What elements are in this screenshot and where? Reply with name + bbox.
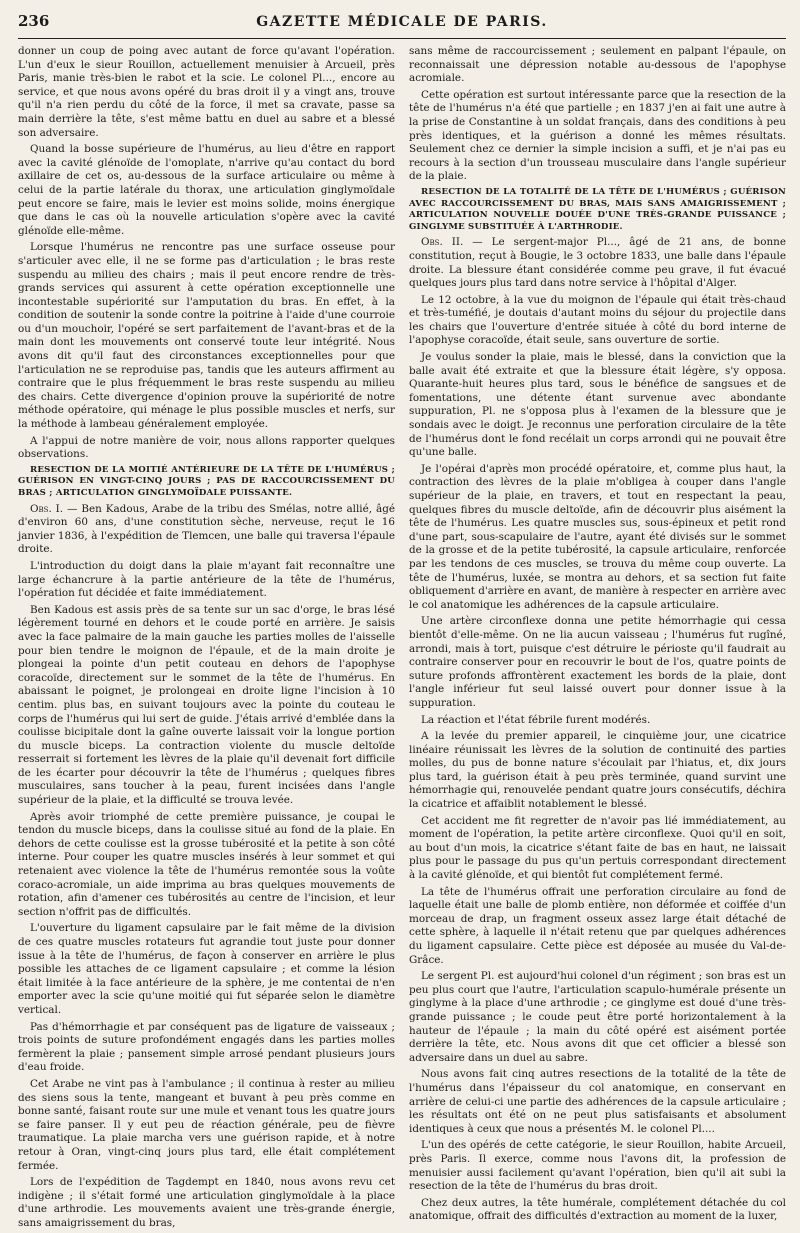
- observation-paragraph: [18, 503, 395, 557]
- paragraph: sans même de raccourcissement ; seulement en palpant l'épaule, on reconnaissait une dépression notable au-dessous de l'apophyse acromiale.: [409, 45, 786, 85]
- paragraph: Chez deux autres, la tête humérale, complétement détachée du col anatomique, offrait des difficultés d'extraction au moment de la luxer,: [409, 1196, 786, 1223]
- paragraph: Cet accident me fit regretter de n'avoir pas lié immédiatement, au moment de l'opération, la petite artère circonflexe. Quoi qu'il en soit, au bout d'un mois, la cicatrice s'étant faite de bas en haut, ne laissait plus pour le passage du pus qu'un pertuis correspondant directement à la cavité glénoïde, et qui bientôt fut complétement fermé.: [409, 814, 786, 882]
- paragraph: Une artère circonflexe donna une petite hémorrhagie qui cessa bientôt d'elle-même. On ne lia aucun vaisseau ; l'humérus fut rugîné, arrondi, mais à tort, puisque c'est détruire le périoste qu'il faudrait au contraire conserver pour en recouvrir le bout de l'os, quatre points de suture profonds affrontèrent exactement les bords de la plaie, dont l'angle inférieur fut seul laissé ouvert pour donner issue à la suppuration.: [409, 615, 786, 709]
- observation-text: — Le sergent-major Pl..., âgé de 21 ans, de bonne constitution, reçut à Bougie, le 3 octobre 1833, une balle dans l'épaule droite. La blessure étant considérée comme peu grave, il fut évacué quelques jours plus tard dans notre service à l'hôpital d'Alger.: [409, 236, 786, 290]
- paragraph: Cet Arabe ne vint pas à l'ambulance ; il continua à rester au milieu des siens sous la tente, mangeant et buvant à peu près comme en bonne santé, faisant route sur une mule et venant tous les quatre jours se faire panser. Il y eut peu de réaction générale, peu de fièvre traumatique. La plaie marcha vers une guérison rapide, et à notre retour à Oran, vingt-cinq jours plus tard, elle était complétement fermée.: [18, 1077, 395, 1172]
- paragraph: Le sergent Pl. est aujourd'hui colonel d'un régiment ; son bras est un peu plus court que l'autre, l'articulation scapulo-humérale présente un ginglyme à la place d'une arthrodie ; ce ginglyme est doué d'une très-grande puissance ; le coude peut être porté horizontalement à la hauteur de l'épaule ; la main du côté opéré est aisément portée derrière la tête, etc. Nous avons dit que cet officier a blessé son adversaire dans un duel au sabre.: [409, 970, 786, 1064]
- left-column: [18, 45, 395, 1233]
- paragraph: L'introduction du doigt dans la plaie m'ayant fait reconnaître une large échancrure à la partie antérieure de la tête de l'humérus, l'opération fut décidée et faite immédiatement.: [18, 559, 395, 600]
- observation-paragraph: [409, 236, 786, 290]
- observation-text: — Ben Kadous, Arabe de la tribu des Smélas, notre allié, âgé d'environ 60 ans, d'une constitution sèche, nerveuse, reçut le 16 janvier 1836, à l'expédition de Tlemcen, une balle qui traversa l'épaule droite.: [18, 502, 395, 556]
- paragraph: Quand la bosse supérieure de l'humérus, au lieu d'être en rapport avec la cavité glénoïde de l'omoplate, n'arrive qu'au contact du bord axillaire de cet os, au-dessous de la surface articulaire ou même à celui de la partie latérale du thorax, une articulation ginglymoïdale peut encore se faire, mais le levier est moins solide, moins énergique que dans le cas où la nouvelle articulation s'opère avec la cavité glénoïde elle-même.: [18, 143, 395, 237]
- paragraph: Je l'opérai d'après mon procédé opératoire, et, comme plus haut, la contraction des lèvres de la plaie m'obligea à couper dans l'angle supérieur de la plaie, en travers, et tout en respectant la peau, quelques fibres du muscle deltoïde, afin de découvrir plus aisément la tête de l'humérus. Les quatre muscles sus, sous-épineux et petit rond d'une part, sous-scapulaire de l'autre, ayant été divisés sur le sommet de la grosse et de la petite tubérosité, la capsule articulaire, renforcée par les tendons de ces muscles, se trouva du même coup ouverte. La tête de l'humérus, luxée, se montra au dehors, et sa section fut faite obliquement d'arrière en avant, de manière à respecter en arrière avec le col anatomique les adhérences de la capsule articulaire.: [409, 462, 786, 611]
- text-columns: [18, 45, 786, 1233]
- paragraph: Cette opération est surtout intéressante parce que la resection de la tête de l'humérus n'a été que partielle ; en 1837 j'en ai fait une autre à la prise de Constantine à un soldat français, dans des conditions à peu près identiques, et la guérison a donné les mêmes résultats. Seulement chez ce dernier la simple incision a suffi, et je n'ai pas eu recours à la section d'un trousseau musculaire dans l'angle supérieur de la plaie.: [409, 88, 786, 183]
- paragraph: Nous avons fait cinq autres resections de la totalité de la tête de l'humérus dans l'épaisseur du col anatomique, en conservant en arrière de celui-ci une partie des adhérences de la capsule articulaire ; les résultats ont été on ne peut plus satisfaisants et absolument identiques à ceux que nous a présentés M. le colonel Pl....: [409, 1068, 786, 1135]
- page-header: [18, 12, 786, 39]
- paragraph: L'ouverture du ligament capsulaire par le fait même de la division de ces quatre muscles rotateurs fut agrandie tout juste pour donner issue à la tête de l'humérus, de façon à conserver en arrière le plus possible les attaches de ce ligament capsulaire ; et comme la lésion était limitée à la face antérieure de la sphère, je me contentai de n'en emporter avec la scie qu'une moitié qui fut séparée selon le diamètre vertical.: [18, 922, 395, 1016]
- observation-label: Obs. II.: [421, 236, 464, 249]
- journal-title: GAZETTE MÉDICALE DE PARIS.: [256, 14, 548, 30]
- paragraph: donner un coup de poing avec autant de force qu'avant l'opération. L'un d'eux le sieur Rouillon, actuellement menuisier à Arcueil, près Paris, manie très-bien le rabot et la scie. Le colonel Pl..., encore au service, et que nous avons opéré du bras droit il y a vingt ans, trouve qu'il n'a rien perdu du côté de la force, il met sa cravate, passe sa main derrière la tête, s'est même battu en duel au sabre et a blessé son adversaire.: [18, 45, 395, 139]
- paragraph: Le 12 octobre, à la vue du moignon de l'épaule qui était très-chaud et très-tuméfié, je doutais d'autant moins du séjour du projectile dans les chairs que l'ouverture d'entrée située à côté du bord interne de l'apophyse coracoïde, était seule, sans ouverture de sortie.: [409, 293, 786, 347]
- observation-heading: RESECTION DE LA MOITIÉ ANTÉRIEURE DE LA TÊTE DE L'HUMÉRUS ; GUÉRISON EN VINGT-CINQ JOURS ; PAS DE RACCOURCISSEMENT DU BRAS ; ARTICULATION GINGLYMOÏDALE PUISSANTE.: [18, 464, 395, 498]
- paragraph: L'un des opérés de cette catégorie, le sieur Rouillon, habite Arcueil, près Paris. Il exerce, comme nous l'avons dit, la profession de menuisier aussi facilement qu'avant l'opération, bien qu'il ait subi la resection de la tête de l'humérus du bras droit.: [409, 1139, 786, 1193]
- paragraph: Je voulus sonder la plaie, mais le blessé, dans la conviction que la balle avait été extraite et que la blessure était légère, s'y opposa. Quarante-huit heures plus tard, sous le bénéfice de sangsues et de fomentations, une détente étant survenue avec abondante suppuration, Pl. ne s'opposa plus à l'examen de la blessure que je sondais avec le doigt. Je reconnus une perforation circulaire de la tête de l'humérus dont le fond recélait un corps arrondi qui ne pouvait être qu'une balle.: [409, 351, 786, 459]
- right-column: [409, 45, 786, 1233]
- paragraph: Lors de l'expédition de Tagdempt en 1840, nous avons revu cet indigène ; il s'était formé une articulation ginglymoïdale à la place d'une arthrodie. Les mouvements avaient une très-grande énergie, sans amaigrissement du bras,: [18, 1176, 395, 1229]
- paragraph: A la levée du premier appareil, le cinquième jour, une cicatrice linéaire réunissait les lèvres de la solution de continuité des parties molles, du pus de bonne nature s'écoulait par l'hiatus, et, dix jours plus tard, la guérison était à peu près terminée, quand survint une hémorrhagie qui, renouvelée pendant quatre jours consécutifs, déchira la cicatrice et affaiblit notablement le blessé.: [409, 730, 786, 811]
- paragraph: La tête de l'humérus offrait une perforation circulaire au fond de laquelle était une balle de plomb entière, non déformée et coiffée d'un morceau de drap, un fragment osseux assez large était détaché de cette sphère, à laquelle il n'était retenu que par quelques adhérences du ligament capsulaire. Cette pièce est déposée au musée du Val-de-Grâce.: [409, 885, 786, 966]
- paragraph: Après avoir triomphé de cette première puissance, je coupai le tendon du muscle biceps, dans la coulisse situé au fond de la plaie. En dehors de cette coulisse est la grosse tubérosité et la petite à son côté interne. Pour couper les quatre muscles insérés à leur sommet et qui retenaient avec violence la tête de l'humérus remontée sous la voûte coraco-acromiale, un aide imprima au bras quelques mouvements de rotation, afin d'amener ces tubérosités au centre de l'incision, et leur section n'offrit pas de difficultés.: [18, 810, 395, 918]
- paragraph: La réaction et l'état fébrile furent modérés.: [421, 713, 651, 726]
- paragraph: Ben Kadous est assis près de sa tente sur un sac d'orge, le bras lésé légèrement tourné en dehors et le coude porté en arrière. Je saisis avec la face palmaire de la main gauche les parties molles de l'aisselle pour bien tendre le moignon de l'épaule, et de la main droite je plongeai la pointe d'un petit couteau en dehors de l'apophyse coracoïde, directement sur le sommet de la tête de l'humérus. En abaissant le poignet, je prolongeai en droite ligne l'incision à 10 centim. plus bas, en suivant toujours avec la pointe du couteau le corps de l'humérus qui lui sert de guide. J'étais arrivé d'emblée dans la coulisse bicipitale dont la gaîne ouverte laissait voir la longue portion du muscle biceps. La contraction violente du muscle deltoïde resserrait si fortement les lèvres de la plaie qu'il devenait fort difficile de les écarter pour découvrir la tête de l'humérus ; quelques fibres musculaires, sans toucher à la peau, furent incisées dans l'angle supérieur de la plaie, et la difficulté se trouva levée.: [18, 603, 395, 807]
- paragraph: Lorsque l'humérus ne rencontre pas une surface osseuse pour s'articuler avec elle, il ne se forme pas d'articulation ; le bras reste suspendu au milieu des chairs ; mais il peut encore rendre de très-grands services qui assurent à cette opération exceptionnelle une incontestable supériorité sur l'amputation du bras. En effet, à la condition de soutenir la sonde contre la poitrine à l'aide d'une courroie ou d'un mouchoir, l'opéré se sert parfaitement de l'avant-bras et de la main dont les mouvements ont conservé toute leur intégrité. Nous avons dit qu'il faut des circonstances exceptionnelles pour que l'articulation ne se reproduise pas, tandis que les auteurs affirment au contraire que le plus fréquemment le bras reste suspendu au milieu des chairs. Cette divergence d'opinion prouve la supériorité de notre méthode opératoire, qui ménage le plus possible muscles et nerfs, sur la méthode à lambeau généralement employée.: [18, 241, 395, 431]
- paragraph: A l'appui de notre manière de voir, nous allons rapporter quelques observations.: [18, 434, 395, 461]
- observation-label: Obs. I.: [30, 502, 64, 515]
- page-number: 236: [18, 12, 50, 30]
- observation-heading: RESECTION DE LA TOTALITÉ DE LA TÊTE DE L'HUMÉRUS ; GUÉRISON AVEC RACCOURCISSEMENT DU BRAS, MAIS SANS AMAIGRISSEMENT ; ARTICULATION NOUVELLE DOUÉE D'UNE TRÈS-GRANDE PUISSANCE ; GINGLYME SUBSTITUÉE À L'ARTHRODIE.: [409, 186, 786, 232]
- paragraph: Pas d'hémorrhagie et par conséquent pas de ligature de vaisseaux ; trois points de suture profondément engagés dans les parties molles fermèrent la plaie ; pansement simple arrosé pendant plusieurs jours d'eau froide.: [18, 1020, 395, 1074]
